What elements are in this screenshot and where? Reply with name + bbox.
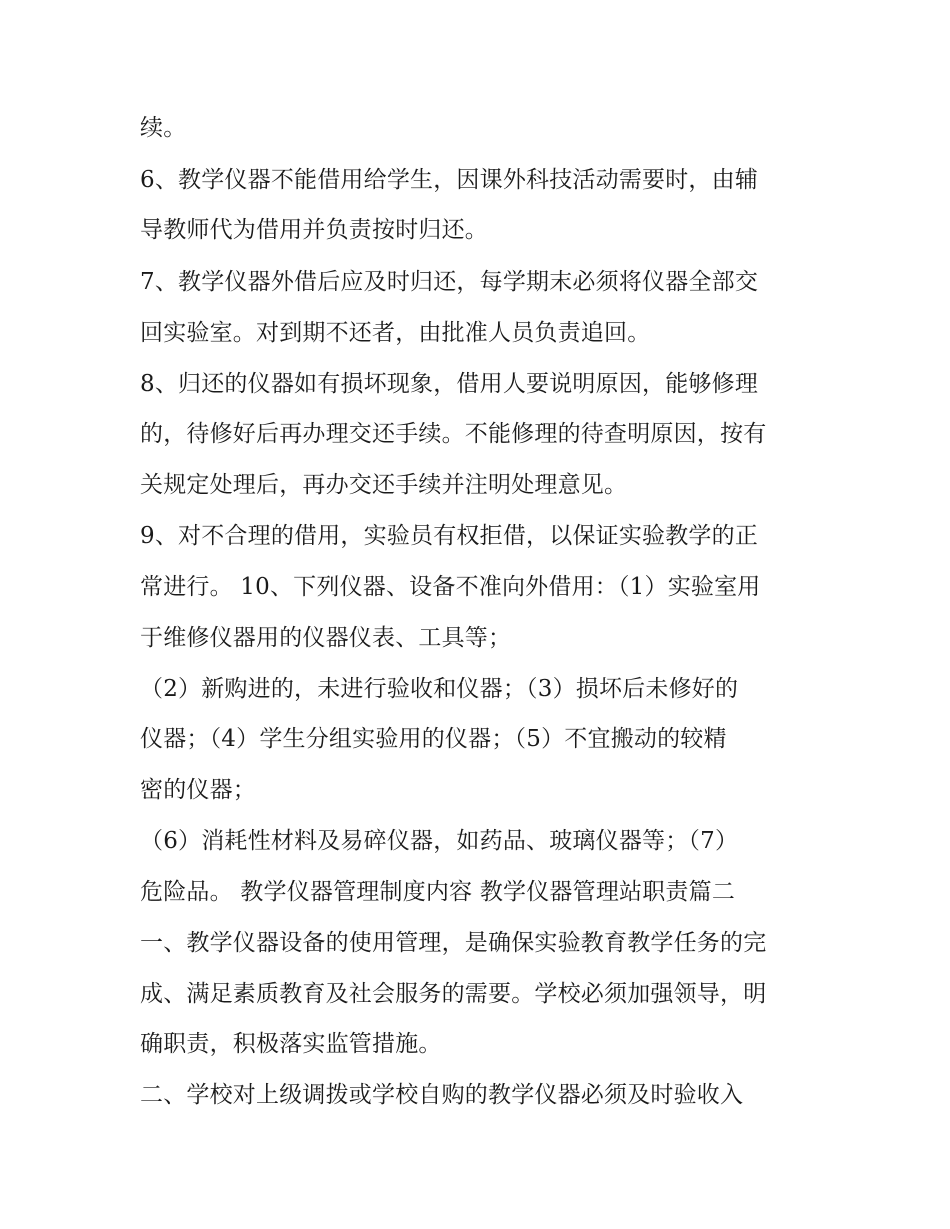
text-line: 二、学校对上级调拨或学校自购的教学仪器必须及时验收入 bbox=[140, 1082, 744, 1108]
text-line: 成、满足素质教育及社会服务的需要。学校必须加强领导，明 bbox=[140, 981, 767, 1007]
text-line: 回实验室。对到期不还者，由批准人员负责追回。 bbox=[140, 320, 651, 346]
text-line: 常进行。 10、下列仪器、设备不准向外借用：（1）实验室用 bbox=[140, 574, 761, 600]
text-line: 仪器；（4）学生分组实验用的仪器；（5）不宜搬动的较精 bbox=[140, 726, 727, 752]
text-line: 密的仪器； bbox=[140, 777, 256, 803]
text-line: 7、教学仪器外借后应及时归还，每学期末必须将仪器全部交 bbox=[140, 269, 759, 295]
text-line: 确职责，积极落实监管措施。 bbox=[140, 1031, 442, 1057]
text-line: 8、归还的仪器如有损坏现象，借用人要说明原因，能够修理 bbox=[140, 371, 759, 397]
text-line: 续。 bbox=[140, 115, 187, 141]
text-line: 于维修仪器用的仪器仪表、工具等； bbox=[140, 625, 512, 651]
text-line: （6）消耗性材料及易碎仪器，如药品、玻璃仪器等；（7） bbox=[140, 828, 739, 854]
text-line: 的，待修好后再办理交还手续。不能修理的待查明原因，按有 bbox=[140, 421, 767, 447]
text-line: （2）新购进的，未进行验收和仪器；（3）损坏后未修好的 bbox=[140, 676, 739, 702]
text-line: 导教师代为借用并负责按时归还。 bbox=[140, 217, 488, 243]
text-line: 9、对不合理的借用，实验员有权拒借，以保证实验教学的正 bbox=[140, 523, 759, 549]
text-line: 6、教学仪器不能借用给学生，因课外科技活动需要时，由辅 bbox=[140, 167, 759, 193]
text-line: 关规定处理后，再办交还手续并注明处理意见。 bbox=[140, 472, 628, 498]
text-line: 危险品。 教学仪器管理制度内容 教学仪器管理站职责篇二 bbox=[140, 879, 736, 905]
text-line: 一、教学仪器设备的使用管理，是确保实验教育教学任务的完 bbox=[140, 930, 767, 956]
